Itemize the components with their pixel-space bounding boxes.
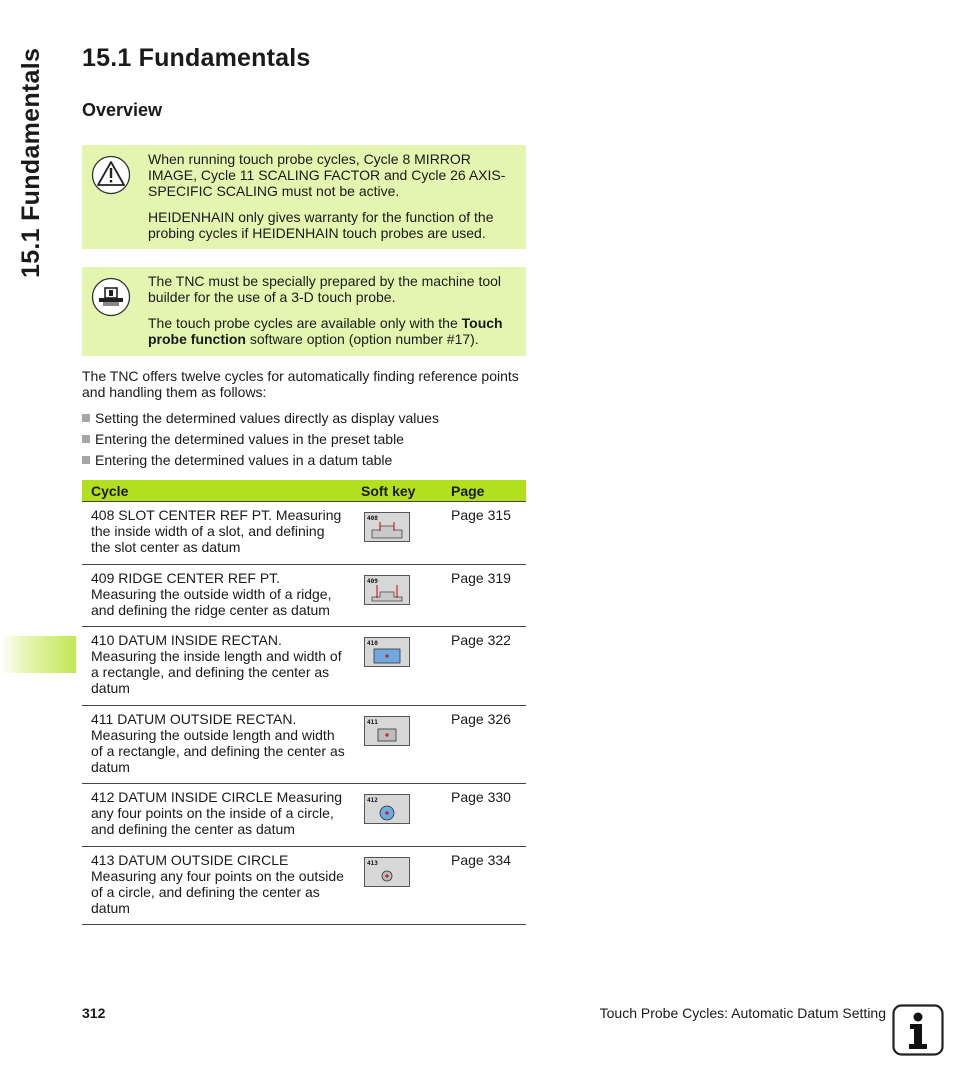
section-title: Overview	[82, 100, 163, 120]
cycle-description: 412 DATUM INSIDE CIRCLE Measuring any four points on the inside of a circle, and defining the center as datum	[82, 784, 352, 847]
list-item	[82, 431, 439, 452]
sidebar-chapter-title	[10, 47, 64, 278]
cycles-table	[82, 480, 526, 925]
softkey-410-inside-rectangle-icon[interactable]	[364, 637, 410, 667]
warning-paragraph-2: HEIDENHAIN only gives warranty for the function of the probing cycles if HEIDENHAIN touch probes are used.	[148, 209, 494, 241]
softkey-409-ridge-icon[interactable]	[364, 575, 410, 605]
machine-icon	[91, 277, 131, 317]
machine-paragraph-1: The TNC must be specially prepared by the machine tool builder for the use of a 3-D touch probe.	[148, 273, 502, 305]
softkey-number: 410	[367, 640, 378, 647]
chapter-footer-title: Touch Probe Cycles: Automatic Datum Setting	[599, 1005, 886, 1021]
softkey-408-slot-icon[interactable]	[364, 512, 410, 542]
info-icon	[892, 1004, 944, 1056]
table-row	[82, 784, 526, 847]
table-row	[82, 706, 526, 784]
list-item-text: Entering the determined values in a datum table	[95, 452, 393, 468]
bullet-list	[82, 410, 439, 473]
header-softkey: Soft key	[352, 480, 442, 502]
table-row	[82, 565, 526, 627]
table-row	[82, 502, 526, 565]
softkey-number: 408	[367, 515, 378, 522]
page-number: 312	[82, 1005, 106, 1021]
touch-probe-function-term: Touch probe function	[148, 315, 503, 347]
sidebar-title-text: 15.1 Fundamentals	[17, 47, 45, 278]
header-cycle: Cycle	[82, 480, 352, 502]
machine-paragraph-2-tail: software option (option number #17).	[246, 331, 479, 347]
machine-note	[82, 267, 526, 356]
intro-text: The TNC offers twelve cycles for automatically finding reference points and handling them as follows:	[82, 368, 519, 400]
machine-paragraph-2	[148, 315, 514, 347]
softkey-number: 411	[367, 719, 378, 726]
warning-note	[82, 145, 526, 249]
page-reference: Page 315	[442, 502, 526, 565]
softkey-number: 413	[367, 860, 378, 867]
list-item	[82, 410, 439, 431]
chapter-tab-marker	[0, 636, 76, 673]
bullet-square-icon	[82, 435, 90, 443]
cycle-description: 411 DATUM OUTSIDE RECTAN. Measuring the outside length and width of a rectangle, and defining the center as datum	[82, 706, 352, 784]
machine-paragraph-2-lead: The touch probe cycles are available only with the	[148, 315, 462, 331]
softkey-412-inside-circle-icon[interactable]	[364, 794, 410, 824]
table-row	[82, 627, 526, 706]
page-reference: Page 319	[442, 565, 526, 627]
softkey-413-outside-circle-icon[interactable]	[364, 857, 410, 887]
list-item-text: Setting the determined values directly as display values	[95, 410, 439, 426]
bullet-square-icon	[82, 456, 90, 464]
page-reference: Page 334	[442, 847, 526, 925]
bullet-square-icon	[82, 414, 90, 422]
cycle-description: 410 DATUM INSIDE RECTAN. Measuring the inside length and width of a rectangle, and defining the center as datum	[82, 627, 352, 706]
cycle-description: 413 DATUM OUTSIDE CIRCLE Measuring any four points on the outside of a circle, and defining the center as datum	[82, 847, 352, 925]
warning-icon	[91, 155, 131, 195]
table-row	[82, 847, 526, 925]
table-header-row	[82, 480, 526, 502]
list-item-text: Entering the determined values in the preset table	[95, 431, 404, 447]
list-item	[82, 452, 439, 473]
softkey-number: 409	[367, 578, 378, 585]
page-reference: Page 330	[442, 784, 526, 847]
page-title: 15.1 Fundamentals	[82, 44, 311, 72]
page-reference: Page 326	[442, 706, 526, 784]
softkey-411-outside-rectangle-icon[interactable]	[364, 716, 410, 746]
cycle-description: 408 SLOT CENTER REF PT. Measuring the inside width of a slot, and defining the slot center as datum	[82, 502, 352, 565]
header-page: Page	[442, 480, 526, 502]
warning-paragraph-1: When running touch probe cycles, Cycle 8 MIRROR IMAGE, Cycle 11 SCALING FACTOR and Cycle 26 AXIS-SPECIFIC SCALING must not be active.	[148, 151, 506, 199]
cycle-description: 409 RIDGE CENTER REF PT. Measuring the outside width of a ridge, and defining the ridge center as datum	[82, 565, 352, 627]
page-reference: Page 322	[442, 627, 526, 706]
softkey-number: 412	[367, 797, 378, 804]
